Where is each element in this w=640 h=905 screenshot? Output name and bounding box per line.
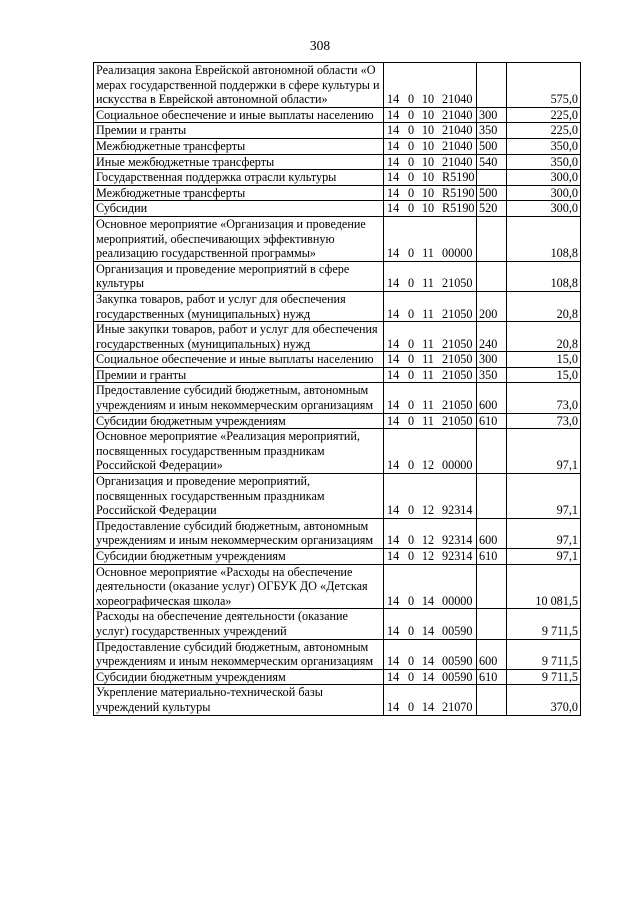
code-part-c2: 0 [407,654,415,669]
target-article-code [384,154,477,170]
code-part-c2: 0 [407,533,415,548]
target-article-code [384,367,477,383]
expense-type-code [477,216,507,261]
code-part-c3: 10 [421,107,435,122]
amount: 20,8 [507,291,581,321]
table-row [94,170,581,186]
table-row [94,216,581,261]
code-part-c1: 14 [387,458,400,473]
expense-name: Реализация закона Еврейской автономной области «О мерах государственной поддержки в сфере культуры и искусства в Еврейской автономной области» [94,63,384,108]
expense-type-code: 610 [477,549,507,565]
expense-type-code: 540 [477,154,507,170]
amount: 108,8 [507,261,581,291]
amount: 97,1 [507,474,581,519]
code-part-c1: 14 [387,336,400,351]
code-part-c4: 21040 [442,107,473,122]
amount: 20,8 [507,322,581,352]
code-part-c4: 21040 [442,92,473,107]
code-part-c3: 10 [421,154,435,169]
code-part-c1: 14 [387,352,400,367]
code-part-c1: 14 [387,593,400,608]
code-part-c4: 21040 [442,138,473,153]
code-part-c4: 21050 [442,306,473,321]
expense-name: Субсидии бюджетным учреждениям [94,413,384,429]
table-row [94,352,581,368]
code-part-c3: 14 [421,699,435,714]
code-part-c2: 0 [407,458,415,473]
table-row [94,185,581,201]
code-part-c2: 0 [407,593,415,608]
expense-type-code: 500 [477,185,507,201]
code-part-c1: 14 [387,170,400,185]
expense-type-code: 610 [477,413,507,429]
code-part-c1: 14 [387,123,400,138]
code-part-c2: 0 [407,276,415,291]
amount: 225,0 [507,107,581,123]
code-part-c2: 0 [407,503,415,518]
amount: 73,0 [507,413,581,429]
amount: 370,0 [507,685,581,715]
code-part-c4: 21040 [442,154,473,169]
expense-type-code: 350 [477,367,507,383]
expense-type-code: 240 [477,322,507,352]
code-part-c1: 14 [387,276,400,291]
expense-name: Основное мероприятие «Организация и проведение мероприятий, обеспечивающих эффективную реализацию государственной программы» [94,216,384,261]
code-part-c4: 21050 [442,413,473,428]
expense-name: Государственная поддержка отрасли культуры [94,170,384,186]
code-part-c4: 21040 [442,123,473,138]
table-row [94,685,581,715]
table-row [94,474,581,519]
code-part-c3: 10 [421,138,435,153]
code-part-c4: 00590 [442,669,473,684]
expense-name: Межбюджетные трансферты [94,185,384,201]
target-article-code [384,352,477,368]
code-part-c1: 14 [387,306,400,321]
page-number: 308 [309,38,331,53]
expense-type-code: 600 [477,518,507,548]
target-article-code [384,107,477,123]
code-part-c1: 14 [387,185,400,200]
expense-name: Основное мероприятие «Реализация мероприятий, посвященных государственным праздникам Российской Федерации» [94,429,384,474]
code-part-c2: 0 [407,306,415,321]
code-part-c3: 11 [422,336,434,351]
expense-name: Предоставление субсидий бюджетным, автономным учреждениям и иным некоммерческим организациям [94,518,384,548]
expense-name: Иные закупки товаров, работ и услуг для обеспечения государственных (муниципальных) нужд [94,322,384,352]
table-row [94,564,581,609]
code-part-c1: 14 [387,398,400,413]
amount: 350,0 [507,138,581,154]
expense-name: Иные межбюджетные трансферты [94,154,384,170]
code-part-c3: 11 [422,246,434,261]
expense-type-code: 600 [477,639,507,669]
code-part-c1: 14 [387,413,400,428]
code-part-c1: 14 [387,201,400,216]
amount: 300,0 [507,201,581,217]
code-part-c1: 14 [387,154,400,169]
code-part-c2: 0 [407,549,415,563]
amount: 108,8 [507,216,581,261]
target-article-code [384,669,477,685]
code-part-c4: 21050 [442,398,473,413]
table-row [94,413,581,429]
amount: 73,0 [507,383,581,413]
expense-name: Субсидии бюджетным учреждениям [94,669,384,685]
expense-name: Предоставление субсидий бюджетным, автономным учреждениям и иным некоммерческим организациям [94,639,384,669]
target-article-code [384,685,477,715]
target-article-code [384,518,477,548]
code-part-c2: 0 [407,367,415,382]
code-part-c4: 92314 [442,549,473,563]
code-part-c4: R5190 [442,170,475,185]
code-part-c3: 11 [422,398,434,413]
expense-type-code: 300 [477,107,507,123]
code-part-c4: 00000 [442,246,473,261]
code-part-c1: 14 [387,623,400,638]
target-article-code [384,322,477,352]
code-part-c2: 0 [407,336,415,351]
code-part-c4: 00000 [442,458,473,473]
code-part-c3: 11 [422,367,434,382]
expense-type-code: 350 [477,123,507,139]
code-part-c3: 10 [421,170,435,185]
expense-name: Субсидии бюджетным учреждениям [94,549,384,565]
code-part-c1: 14 [387,699,400,714]
code-part-c2: 0 [407,246,415,261]
code-part-c2: 0 [407,138,415,153]
code-part-c4: 21050 [442,352,473,367]
code-part-c3: 10 [421,123,435,138]
amount: 15,0 [507,367,581,383]
expense-name: Премии и гранты [94,123,384,139]
code-part-c1: 14 [387,654,400,669]
expense-type-code: 600 [477,383,507,413]
table-row [94,383,581,413]
code-part-c4: 21050 [442,276,473,291]
code-part-c1: 14 [387,669,400,684]
expense-name: Субсидии [94,201,384,217]
code-part-c2: 0 [407,669,415,684]
code-part-c2: 0 [407,185,415,200]
expense-type-code [477,63,507,108]
target-article-code [384,474,477,519]
expense-name: Организация и проведение мероприятий, посвященных государственным праздникам Российской Федерации [94,474,384,519]
expense-name: Закупка товаров, работ и услуг для обеспечения государственных (муниципальных) нужд [94,291,384,321]
code-part-c2: 0 [407,201,415,216]
code-part-c1: 14 [387,246,400,261]
expense-type-code: 200 [477,291,507,321]
expense-type-code [477,609,507,639]
amount: 575,0 [507,63,581,108]
code-part-c3: 10 [421,185,435,200]
code-part-c3: 12 [421,503,435,518]
amount: 9 711,5 [507,669,581,685]
amount: 300,0 [507,185,581,201]
table-row [94,367,581,383]
code-part-c4: 00590 [442,654,473,669]
table-row [94,549,581,565]
expense-type-code [477,685,507,715]
target-article-code [384,201,477,217]
target-article-code [384,564,477,609]
expense-type-code [477,261,507,291]
amount: 300,0 [507,170,581,186]
code-part-c3: 14 [421,669,435,684]
amount: 225,0 [507,123,581,139]
target-article-code [384,609,477,639]
code-part-c2: 0 [407,413,415,428]
target-article-code [384,138,477,154]
code-part-c1: 14 [387,367,400,382]
table-row [94,63,581,108]
code-part-c1: 14 [387,138,400,153]
expense-type-code: 520 [477,201,507,217]
code-part-c2: 0 [407,107,415,122]
table-row [94,107,581,123]
table-row [94,669,581,685]
expense-name: Организация и проведение мероприятий в сфере культуры [94,261,384,291]
expense-type-code [477,170,507,186]
code-part-c3: 11 [422,413,434,428]
code-part-c3: 10 [421,201,435,216]
table-row [94,201,581,217]
code-part-c2: 0 [407,123,415,138]
expense-name: Укрепление материально-технической базы учреждений культуры [94,685,384,715]
code-part-c3: 14 [421,593,435,608]
expense-name: Межбюджетные трансферты [94,138,384,154]
expense-type-code [477,564,507,609]
expense-type-code: 610 [477,669,507,685]
code-part-c2: 0 [407,154,415,169]
budget-table-body [94,63,581,716]
expense-type-code: 300 [477,352,507,368]
code-part-c4: 00000 [442,593,473,608]
expense-type-code: 500 [477,138,507,154]
code-part-c3: 12 [421,458,435,473]
target-article-code [384,170,477,186]
code-part-c3: 14 [421,623,435,638]
amount: 97,1 [507,429,581,474]
expense-name: Премии и гранты [94,367,384,383]
code-part-c3: 14 [421,654,435,669]
target-article-code [384,291,477,321]
code-part-c4: 92314 [442,503,473,518]
amount: 97,1 [507,549,581,565]
table-row [94,261,581,291]
code-part-c2: 0 [407,92,415,107]
target-article-code [384,383,477,413]
code-part-c4: 92314 [442,533,473,548]
table-row [94,322,581,352]
code-part-c1: 14 [387,92,400,107]
target-article-code [384,123,477,139]
code-part-c3: 10 [421,92,435,107]
amount: 15,0 [507,352,581,368]
amount: 10 081,5 [507,564,581,609]
target-article-code [384,216,477,261]
code-part-c2: 0 [407,623,415,638]
target-article-code [384,549,477,565]
expense-name: Социальное обеспечение и иные выплаты населению [94,352,384,368]
expense-name: Расходы на обеспечение деятельности (оказание услуг) государственных учреждений [94,609,384,639]
code-part-c3: 12 [421,533,435,548]
expense-type-code [477,474,507,519]
code-part-c4: 21050 [442,367,473,382]
table-row [94,609,581,639]
code-part-c3: 11 [422,276,434,291]
expense-name: Предоставление субсидий бюджетным, автономным учреждениям и иным некоммерческим организациям [94,383,384,413]
code-part-c4: R5190 [442,185,475,200]
code-part-c2: 0 [407,699,415,714]
amount: 97,1 [507,518,581,548]
table-row [94,429,581,474]
target-article-code [384,413,477,429]
code-part-c3: 11 [422,306,434,321]
code-part-c2: 0 [407,170,415,185]
table-row [94,639,581,669]
code-part-c2: 0 [407,352,415,367]
budget-table [93,62,581,716]
code-part-c1: 14 [387,533,400,548]
target-article-code [384,185,477,201]
table-row [94,518,581,548]
amount: 9 711,5 [507,609,581,639]
code-part-c3: 11 [422,352,434,367]
target-article-code [384,63,477,108]
code-part-c4: R5190 [442,201,475,216]
code-part-c4: 21050 [442,336,473,351]
target-article-code [384,261,477,291]
code-part-c4: 00590 [442,623,473,638]
expense-name: Основное мероприятие «Расходы на обеспечение деятельности (оказание услуг) ОГБУК ДО «Детская хореографическая школа» [94,564,384,609]
code-part-c2: 0 [407,398,415,413]
code-part-c1: 14 [387,549,400,563]
code-part-c1: 14 [387,107,400,122]
table-row [94,154,581,170]
code-part-c3: 12 [421,549,435,563]
table-row [94,291,581,321]
code-part-c4: 21070 [442,699,473,714]
target-article-code [384,429,477,474]
expense-name: Социальное обеспечение и иные выплаты населению [94,107,384,123]
table-row [94,123,581,139]
table-row [94,138,581,154]
expense-type-code [477,429,507,474]
amount: 9 711,5 [507,639,581,669]
target-article-code [384,639,477,669]
amount: 350,0 [507,154,581,170]
code-part-c1: 14 [387,503,400,518]
